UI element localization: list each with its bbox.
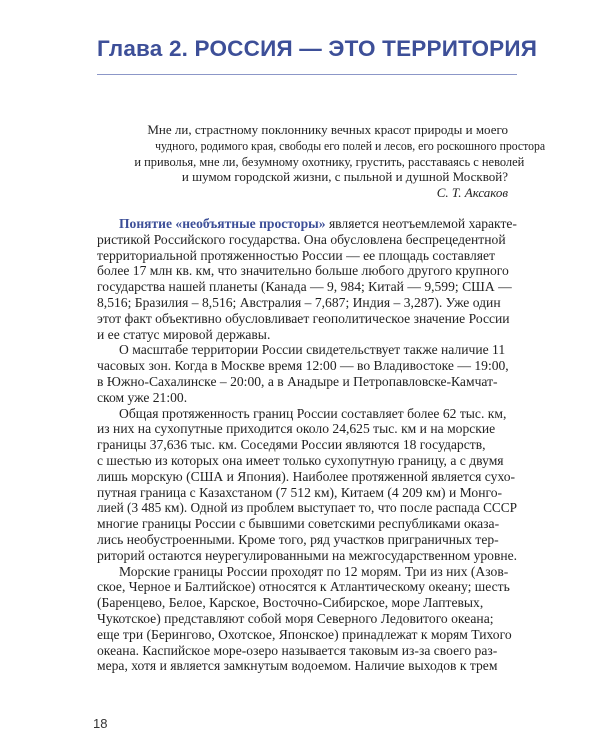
key-term: Понятие «необъятные просторы» bbox=[118, 216, 326, 231]
text-line: еще три (Берингово, Охотское, Японское) принадлежат к морям Тихого bbox=[97, 626, 512, 642]
text-fragment: является неотъемлемой характе- bbox=[325, 216, 517, 231]
text-line: с шестью из которых она имеет только сухопутную границу, а с двумя bbox=[97, 452, 504, 468]
epigraph-line: Мне ли, страстному поклоннику вечных красот природы и моего bbox=[147, 122, 508, 137]
text-line: Общая протяженность границ России составляет более 62 тыс. км, bbox=[119, 405, 507, 421]
text-line bbox=[97, 216, 517, 232]
epigraph-line: чудного, родимого края, свободы его полей и лесов, его роскошного простора bbox=[155, 137, 546, 153]
text-line: риторий остаются неурегулированными на межгосударственном уровне. bbox=[97, 547, 518, 563]
text-line: часовых зон. Когда в Москве время 12:00 — во Владивостоке — 19:00, bbox=[97, 358, 509, 374]
epigraph-line: и приволья, мне ли, безумному охотнику, грустить, расставаясь с неволей bbox=[134, 153, 525, 169]
epigraph-line: и шумом городской жизни, с пыльной и душной Москвой? bbox=[181, 169, 508, 185]
text-line: О масштабе территории России свидетельствует также наличие 11 bbox=[119, 342, 506, 358]
chapter-title: Глава 2. РОССИЯ — ЭТО ТЕРРИТОРИЯ bbox=[97, 36, 538, 61]
text-line: этот факт объективно обусловливает геополитическое значение России bbox=[97, 310, 510, 326]
text-line: лишь морскую (США и Япония). Наиболее протяженной является сухо- bbox=[97, 468, 516, 484]
epigraph-author: С. Т. Аксаков bbox=[436, 185, 508, 201]
text-line: ском уже 21:00. bbox=[97, 389, 188, 405]
text-line: лией (3 485 км). Одной из проблем выступает то, что после распада СССР bbox=[97, 500, 518, 516]
epigraph bbox=[118, 122, 546, 201]
text-line: 8,516; Бразилия – 8,516; Австралия – 7,687; Индия – 3,287). Уже один bbox=[97, 294, 501, 310]
page-number: 18 bbox=[93, 716, 108, 731]
text-line: в Южно-Сахалинске – 20:00, а в Анадыре и Петропавловске-Камчат- bbox=[97, 373, 498, 389]
text-line: более 17 млн кв. км, что значительно больше любого другого крупного bbox=[97, 263, 509, 279]
text-line: территориальной протяженностью России — ее площадь составляет bbox=[97, 247, 496, 263]
text-line: Морские границы России проходят по 12 морям. Три из них (Азов- bbox=[119, 563, 509, 579]
text-line: путная граница с Казахстаном (7 512 км), Китаем (4 209 км) и Монго- bbox=[97, 484, 503, 500]
text-line: государства нашей планеты (Канада — 9, 984; Китай — 9,599; США — bbox=[97, 279, 512, 295]
text-line: океана. Каспийское море-озеро называется таковым из-за своего раз- bbox=[97, 642, 498, 658]
text-line: ристикой Российского государства. Она обусловлена беспрецедентной bbox=[97, 231, 506, 247]
text-line: Чукотское) представляют собой моря Северного Ледовитого океана; bbox=[97, 610, 494, 626]
text-line: ское, Черное и Балтийское) относятся к Атлантическому океану; шесть bbox=[97, 579, 510, 595]
text-line: мера, хотя и является замкнутым водоемом. Наличие выходов к трем bbox=[97, 658, 498, 674]
body-text bbox=[97, 216, 517, 674]
text-line: и ее статус мировой державы. bbox=[97, 326, 271, 342]
title-underline bbox=[97, 74, 517, 75]
text-line: лись необустроенными. Кроме того, ряд участков приграничных тер- bbox=[97, 531, 499, 547]
text-line: многие границы России с бывшими советскими республиками оказа- bbox=[97, 516, 500, 532]
text-line: (Баренцево, Белое, Карское, Восточно-Сибирское, море Лаптевых, bbox=[97, 595, 484, 611]
text-line: границы 37,636 тыс. км. Соседями России являются 18 государств, bbox=[97, 437, 486, 453]
text-line: из них на сухопутные приходится около 24,625 тыс. км и на морские bbox=[97, 421, 496, 437]
